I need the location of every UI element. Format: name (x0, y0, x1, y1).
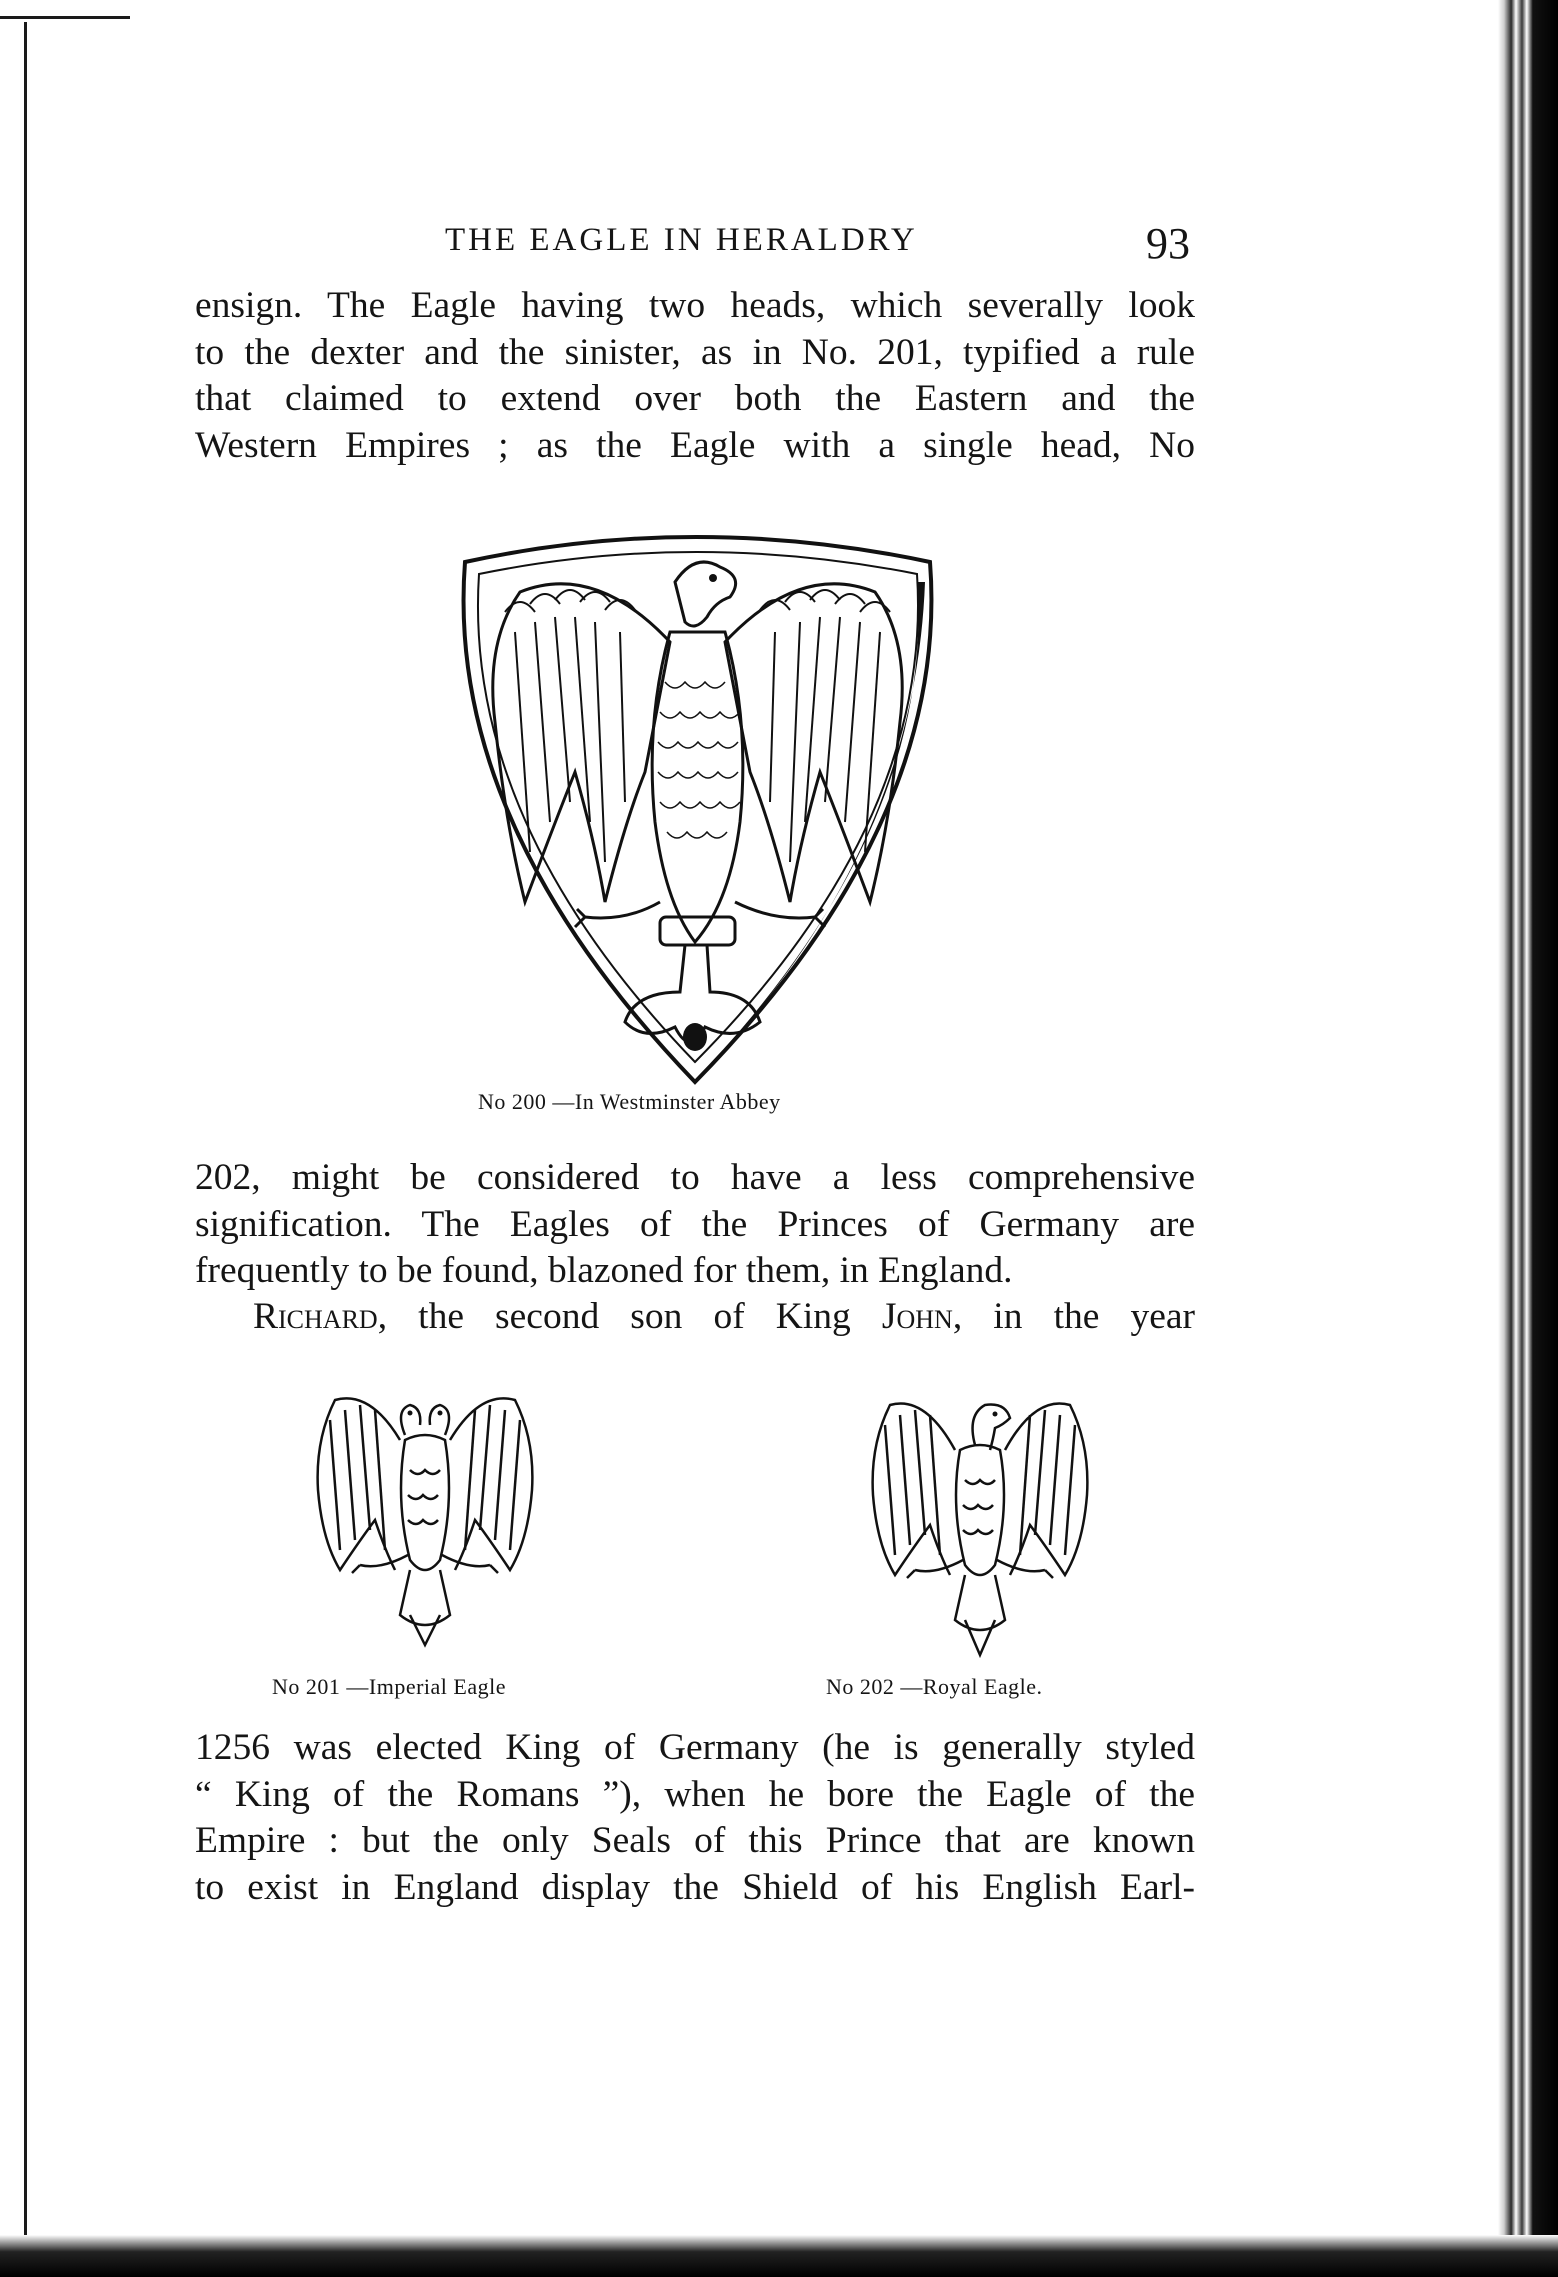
eagle-shield-illustration-icon (445, 522, 950, 1092)
text-line: that claimed to extend over both the Eastern and the (195, 378, 1195, 419)
text-line: ensign. The Eagle having two heads, which severally look (195, 285, 1195, 326)
page-number: 93 (1146, 219, 1190, 268)
figure-202-caption: No 202 —Royal Eagle. (826, 1674, 1043, 1699)
figure-200-caption: No 200 —In Westminster Abbey (478, 1089, 781, 1114)
text-line: signification. The Eagles of the Princes of Germany are (195, 1203, 1195, 1245)
scan-edge-right (1498, 0, 1558, 2277)
text-line: 202, might be considered to have a less comprehensive (195, 1157, 1195, 1198)
text-line: frequently to be found, blazoned for them, in England. (195, 1250, 1013, 1291)
text-line: Western Empires ; as the Eagle with a single head, No (195, 424, 1195, 466)
text-line: 1256 was elected King of Germany (he is generally styled (195, 1727, 1195, 1768)
paragraph-1 (195, 283, 1195, 469)
text-fragment: , in the year (952, 1296, 1196, 1337)
running-head-title: THE EAGLE IN HERALDRY (445, 222, 918, 258)
text-fragment: , the second son of King (377, 1296, 882, 1337)
scan-edge-bottom (0, 2235, 1558, 2277)
text-line: “ King of the Romans ”), when he bore the Eagle of the (195, 1773, 1195, 1815)
text-line: to the dexter and the sinister, as in No. 201, typified a rule (195, 331, 1195, 373)
figure-202-royal-eagle (855, 1380, 1105, 1660)
name-richard: Richard (253, 1296, 378, 1337)
figure-201-imperial-eagle (300, 1380, 550, 1650)
double-headed-eagle-illustration-icon (300, 1380, 550, 1650)
text-line: Empire : but the only Seals of this Prince that are known (195, 1820, 1195, 1861)
name-john: John (881, 1296, 953, 1337)
scan-edge-left (24, 22, 27, 2242)
paragraph-3 (195, 1294, 1195, 1341)
figure-201-caption: No 201 —Imperial Eagle (272, 1674, 506, 1699)
running-head (190, 218, 1200, 268)
single-headed-eagle-illustration-icon (855, 1380, 1105, 1660)
figure-200-eagle-shield (445, 522, 950, 1092)
text-line: to exist in England display the Shield of his English Earl- (195, 1866, 1195, 1908)
text-line (195, 1294, 1195, 1341)
paragraph-4 (195, 1725, 1195, 1911)
scan-edge-top (0, 16, 130, 19)
paragraph-2 (195, 1155, 1195, 1295)
